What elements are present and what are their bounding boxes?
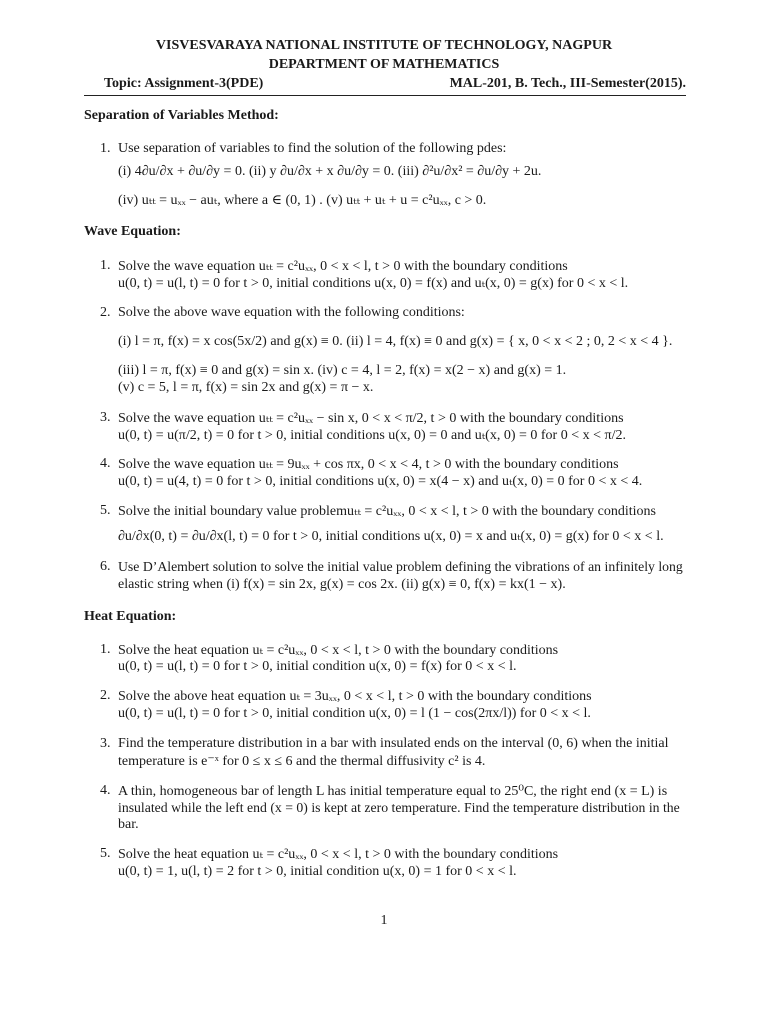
section-title-separation: Separation of Variables Method: xyxy=(84,108,279,123)
item-line: Solve the wave equation uₜₜ = 9uₓₓ + cos πx, 0 < x < 4, t > 0 with the boundary conditions xyxy=(118,457,619,472)
institute-name: VISVESVARAYA NATIONAL INSTITUTE OF TECHNOLOGY, NAGPUR xyxy=(155,38,613,53)
item-line: u(0, t) = u(l, t) = 0 for t > 0, initial condition u(x, 0) = f(x) for 0 < x < l. xyxy=(118,659,517,674)
topic-label: Topic: Assignment-3(PDE) xyxy=(104,76,264,91)
item-number: 5. xyxy=(100,846,111,861)
item-line: elastic string when (i) f(x) = sin 2x, g(x) = cos 2x. (ii) g(x) ≡ 0, f(x) = kx(1 − x). xyxy=(118,577,566,592)
item-line: Use separation of variables to find the solution of the following pdes: xyxy=(118,141,507,156)
item-line: u(0, t) = u(4, t) = 0 for t > 0, initial conditions u(x, 0) = x(4 − x) and uₜ(x, 0) = 0 for 0 < x < 4. xyxy=(118,474,643,489)
item-line: u(0, t) = u(l, t) = 0 for t > 0, initial condition u(x, 0) = l (1 − cos(2πx/l)) for 0 < x < l. xyxy=(118,706,591,721)
section-title-wave: Wave Equation: xyxy=(84,224,181,239)
item-line: Solve the initial boundary value problemuₜₜ = c²uₓₓ, 0 < x < l, t > 0 with the boundary conditions xyxy=(118,504,657,519)
item-line: (iii) l = π, f(x) ≡ 0 and g(x) = sin x. (iv) c = 4, l = 2, f(x) = x(2 − x) and g(x) = 1. xyxy=(118,363,567,378)
item-line: Solve the wave equation uₜₜ = c²uₓₓ, 0 < x < l, t > 0 with the boundary conditions xyxy=(118,259,568,274)
item-number: 3. xyxy=(100,736,111,751)
item-line: u(0, t) = 1, u(l, t) = 2 for t > 0, initial condition u(x, 0) = 1 for 0 < x < l. xyxy=(118,864,517,879)
item-number: 1. xyxy=(100,642,111,657)
item-number: 1. xyxy=(100,258,111,273)
item-line: bar. xyxy=(118,817,139,832)
item-number: 2. xyxy=(100,305,111,320)
department-name: DEPARTMENT OF MATHEMATICS xyxy=(268,57,500,72)
item-number: 5. xyxy=(100,503,111,518)
item-line: Solve the heat equation uₜ = c²uₓₓ, 0 < x < l, t > 0 with the boundary conditions xyxy=(118,847,559,862)
item-line: ∂u/∂x(0, t) = ∂u/∂x(l, t) = 0 for t > 0, initial conditions u(x, 0) = x and uₜ(x, 0) = g(x) for 0 < x < l. xyxy=(118,529,664,544)
item-line: insulated while the left end (x = 0) is kept at zero temperature. Find the temperature distribution in the xyxy=(118,800,680,815)
item-number: 6. xyxy=(100,559,111,574)
course-label: MAL-201, B. Tech., III-Semester(2015). xyxy=(449,76,686,91)
item-line: Find the temperature distribution in a bar with insulated ends on the interval (0, 6) when the initial xyxy=(118,736,669,751)
item-line: Solve the wave equation uₜₜ = c²uₓₓ − sin x, 0 < x < π/2, t > 0 with the boundary conditions xyxy=(118,411,624,426)
item-number: 1. xyxy=(100,141,111,156)
header-rule xyxy=(84,95,686,96)
item-line: Use D’Alembert solution to solve the initial value problem defining the vibrations of an infinitely long xyxy=(118,559,683,574)
item-line: (i) l = π, f(x) = x cos(5x/2) and g(x) ≡ 0. (ii) l = 4, f(x) ≡ 0 and g(x) = { x, 0 < x < 2 ; 0, 2 < x < 4 }. xyxy=(118,334,673,349)
section-title-heat: Heat Equation: xyxy=(84,609,177,624)
item-number: 4. xyxy=(100,783,111,798)
item-number: 3. xyxy=(100,410,111,425)
item-line: (i) 4∂u/∂x + ∂u/∂y = 0. (ii) y ∂u/∂x + x ∂u/∂y = 0. (iii) ∂²u/∂x² = ∂u/∂y + 2u. xyxy=(118,164,542,179)
item-number: 2. xyxy=(100,688,111,703)
page-number: 1 xyxy=(380,913,388,928)
item-line: Solve the above wave equation with the following conditions: xyxy=(118,305,465,320)
item-line: temperature is e⁻ˣ for 0 ≤ x ≤ 6 and the thermal diffusivity c² is 4. xyxy=(118,754,486,769)
item-line: (v) c = 5, l = π, f(x) = sin 2x and g(x) = π − x. xyxy=(118,380,374,395)
item-line: Solve the above heat equation uₜ = 3uₓₓ, 0 < x < l, t > 0 with the boundary conditions xyxy=(118,689,592,704)
item-line: u(0, t) = u(π/2, t) = 0 for t > 0, initial conditions u(x, 0) = 0 and uₜ(x, 0) = 0 for 0 < x < π/2. xyxy=(118,428,626,443)
item-number: 4. xyxy=(100,456,111,471)
item-line: Solve the heat equation uₜ = c²uₓₓ, 0 < x < l, t > 0 with the boundary conditions xyxy=(118,643,559,658)
item-line: u(0, t) = u(l, t) = 0 for t > 0, initial conditions u(x, 0) = f(x) and uₜ(x, 0) = g(x) for 0 < x < l. xyxy=(118,276,629,291)
item-line: (iv) uₜₜ = uₓₓ − auₜ, where a ∈ (0, 1) . (v) uₜₜ + uₜ + u = c²uₓₓ, c > 0. xyxy=(118,193,487,208)
item-line: A thin, homogeneous bar of length L has initial temperature equal to 25⁰C, the right end (x = L) is xyxy=(118,784,668,799)
